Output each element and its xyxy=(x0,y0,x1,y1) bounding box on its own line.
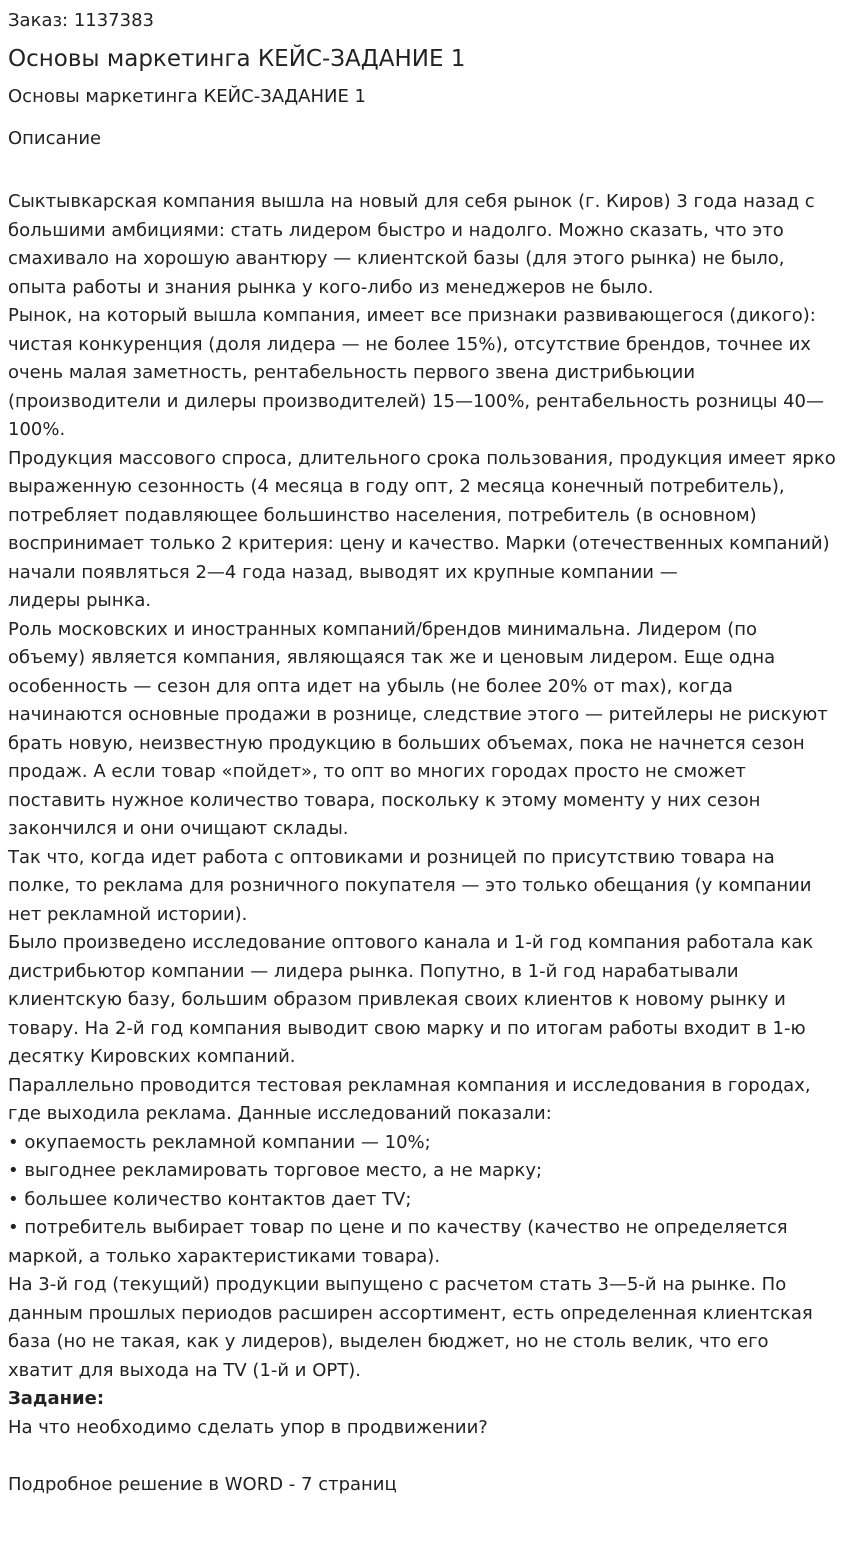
page-subtitle: Основы маркетинга КЕЙС-ЗАДАНИЕ 1 xyxy=(8,86,366,107)
description-label: Описание xyxy=(8,128,102,149)
paragraph: Параллельно проводится тестовая рекламная компания и исследования в городах, где выходила реклама. Данные исследований показали: xyxy=(8,1074,811,1124)
bullet-item: • выгоднее рекламировать торговое место, а не марку; xyxy=(8,1160,543,1181)
description-body xyxy=(8,188,839,1499)
page-title: Основы маркетинга КЕЙС-ЗАДАНИЕ 1 xyxy=(8,46,466,72)
paragraph: Продукция массового спроса, длительного срока пользования, продукция имеет ярко выраженную сезонность (4 месяца в году опт, 2 месяца конечный потребитель), потребляет подавляющее большинство населения, потребитель (в основном) воспринимает только 2 критерия: цену и качество. Марки (отечественных компаний) начали появляться 2—4 года назад, выводят их крупные компании — xyxy=(8,447,836,583)
bullet-item: • потребитель выбирает товар по цене и по качеству (качество не определяется маркой, а только характеристиками товара). xyxy=(8,1217,788,1267)
footer-note: Подробное решение в WORD - 7 страниц xyxy=(8,1473,397,1495)
paragraph: лидеры рынка. xyxy=(8,590,152,611)
spacer xyxy=(8,1442,839,1471)
paragraph: Рынок, на который вышла компания, имеет все признаки развивающегося (дикого): чистая конкуренция (доля лидера — не более 15%), отсутствие брендов, точнее их очень малая заметность, рентабельность первого звена дистрибьюции (производители и дилеры производителей) 15—100%, рентабельность розницы 40—100%. xyxy=(8,305,825,440)
paragraph: Так что, когда идет работа с оптовиками и розницей по присутствию товара на полке, то реклама для розничного покупателя — это только обещания (у компании нет рекламной истории). xyxy=(8,846,812,925)
paragraph: Сыктывкарская компания вышла на новый для себя рынок (г. Киров) 3 года назад с большими амбициями: стать лидером быстро и надолго. Можно сказать, что это смахивало на хорошую авантюру — клиентской базы (для этого рынка) не было, опыта работы и знания рынка у кого-либо из менеджеров не было. xyxy=(8,191,815,298)
task-label: Задание: xyxy=(8,1388,105,1409)
paragraph: На 3-й год (текущий) продукции выпущено с расчетом стать 3—5-й на рынке. По данным прошлых периодов расширен ассортимент, есть определенная клиентская база (но не такая, как у лидеров), выделен бюджет, но не столь велик, что его хватит для выхода на TV (1-й и ОРТ). xyxy=(8,1274,813,1381)
task-question: На что необходимо сделать упор в продвижении? xyxy=(8,1416,488,1438)
order-number: Заказ: 1137383 xyxy=(8,10,154,31)
paragraph: Роль московских и иностранных компаний/брендов минимальна. Лидером (по объему) является компания, являющаяся так же и ценовым лидером. Еще одна особенность — сезон для опта идет на убыль (не более 20% от max), когда начинаются основные продажи в рознице, следствие этого — ритейлеры не рискуют брать новую, неизвестную продукцию в больших объемах, пока не начнется сезон продаж. А если товар «пойдет», то опт во многих городах просто не сможет поставить нужное количество товара, поскольку к этому моменту у них сезон закончился и они очищают склады. xyxy=(8,618,828,839)
paragraph: Было произведено исследование оптового канала и 1-й год компания работала как дистрибьютор компании — лидера рынка. Попутно, в 1-й год нарабатывали клиентскую базу, большим образом привлекая своих клиентов к новому рынку и товару. На 2-й год компания выводит свою марку и по итогам работы входит в 1-ю десятку Кировских компаний. xyxy=(8,932,814,1067)
bullet-item: • большее количество контактов дает TV; xyxy=(8,1188,412,1210)
bullet-item: • окупаемость рекламной компании — 10%; xyxy=(8,1131,431,1153)
